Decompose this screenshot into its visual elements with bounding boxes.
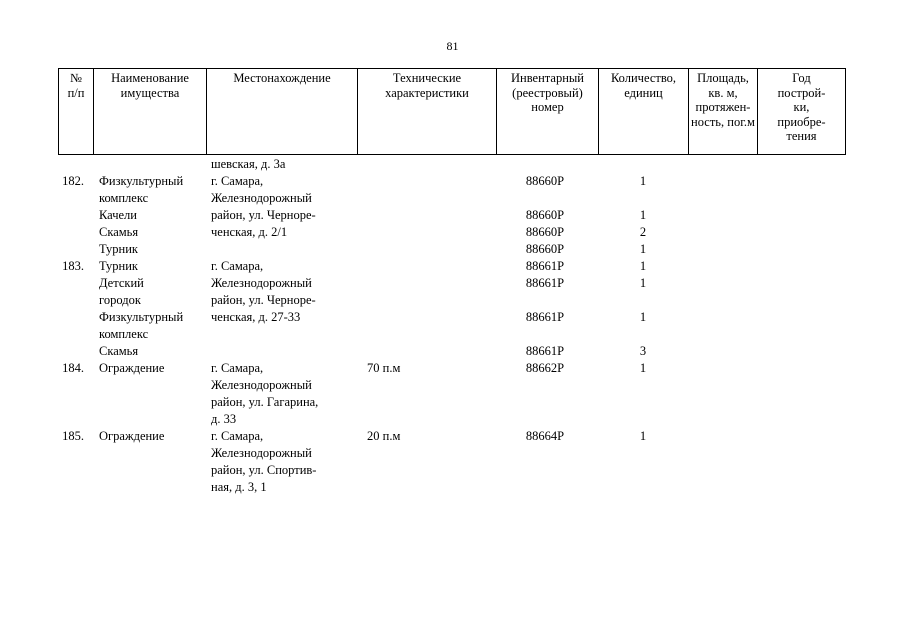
row-location: г. Самара, <box>211 259 264 273</box>
row-location: Железнодорожный <box>211 378 312 392</box>
row-location: район, ул. Черноре- <box>211 208 316 222</box>
location-continuation: шевская, д. 3а <box>211 157 286 171</box>
row-location: д. 33 <box>211 412 237 426</box>
item-name: Скамья <box>99 344 139 358</box>
header-year: Год построй- ки, приобре- тения <box>757 68 846 155</box>
item-quantity: 1 <box>639 208 647 222</box>
item-inventory: 88661Р <box>525 259 565 273</box>
item-name: городок <box>99 293 141 307</box>
item-inventory: 88661Р <box>525 310 565 324</box>
header-tech: Технические характеристики <box>357 68 497 155</box>
item-quantity: 1 <box>639 276 647 290</box>
item-name: Физкультурный <box>99 174 184 188</box>
page-number: 81 <box>446 39 459 53</box>
item-name: Ограждение <box>99 429 165 443</box>
row-number: 184. <box>62 361 84 375</box>
item-inventory: 88664Р <box>525 429 565 443</box>
header-inventory: Инвентарный (реестровый) номер <box>496 68 599 155</box>
item-name: Детский <box>99 276 144 290</box>
row-location: Железнодорожный <box>211 191 312 205</box>
row-number: 183. <box>62 259 84 273</box>
item-inventory: 88661Р <box>525 344 565 358</box>
item-name: Турник <box>99 242 138 256</box>
header-area: Площадь, кв. м, протяжен- ность, пог.м <box>688 68 758 155</box>
row-location: район, ул. Черноре- <box>211 293 316 307</box>
row-location: район, ул. Гагарина, <box>211 395 319 409</box>
item-name: комплекс <box>99 191 149 205</box>
header-num: № п/п <box>58 68 94 155</box>
header-location: Местонахождение <box>206 68 358 155</box>
item-name: Физкультурный <box>99 310 184 324</box>
row-location: Железнодорожный <box>211 446 312 460</box>
row-number: 182. <box>62 174 84 188</box>
item-inventory: 88660Р <box>525 242 565 256</box>
row-location: ченская, д. 2/1 <box>211 225 288 239</box>
item-quantity: 2 <box>639 225 647 239</box>
item-quantity: 1 <box>639 259 647 273</box>
item-quantity: 1 <box>639 242 647 256</box>
item-inventory: 88660Р <box>525 174 565 188</box>
item-quantity: 1 <box>639 310 647 324</box>
item-quantity: 1 <box>639 429 647 443</box>
item-inventory: 88660Р <box>525 225 565 239</box>
row-location: г. Самара, <box>211 361 264 375</box>
item-quantity: 3 <box>639 344 647 358</box>
header-quantity: Количество, единиц <box>598 68 689 155</box>
row-location: Железнодорожный <box>211 276 312 290</box>
item-quantity: 1 <box>639 361 647 375</box>
item-name: Турник <box>99 259 138 273</box>
item-inventory: 88660Р <box>525 208 565 222</box>
row-tech: 20 п.м <box>367 429 401 443</box>
header-name: Наименование имущества <box>93 68 207 155</box>
item-name: Ограждение <box>99 361 165 375</box>
row-location: район, ул. Спортив- <box>211 463 317 477</box>
item-name: комплекс <box>99 327 149 341</box>
row-location: ченская, д. 27-33 <box>211 310 301 324</box>
item-inventory: 88662Р <box>525 361 565 375</box>
table-header <box>58 68 846 155</box>
row-location: г. Самара, <box>211 429 264 443</box>
item-quantity: 1 <box>639 174 647 188</box>
row-location: ная, д. 3, 1 <box>211 480 267 494</box>
item-inventory: 88661Р <box>525 276 565 290</box>
row-location: г. Самара, <box>211 174 264 188</box>
row-tech: 70 п.м <box>367 361 401 375</box>
row-number: 185. <box>62 429 84 443</box>
item-name: Скамья <box>99 225 139 239</box>
item-name: Качели <box>99 208 137 222</box>
